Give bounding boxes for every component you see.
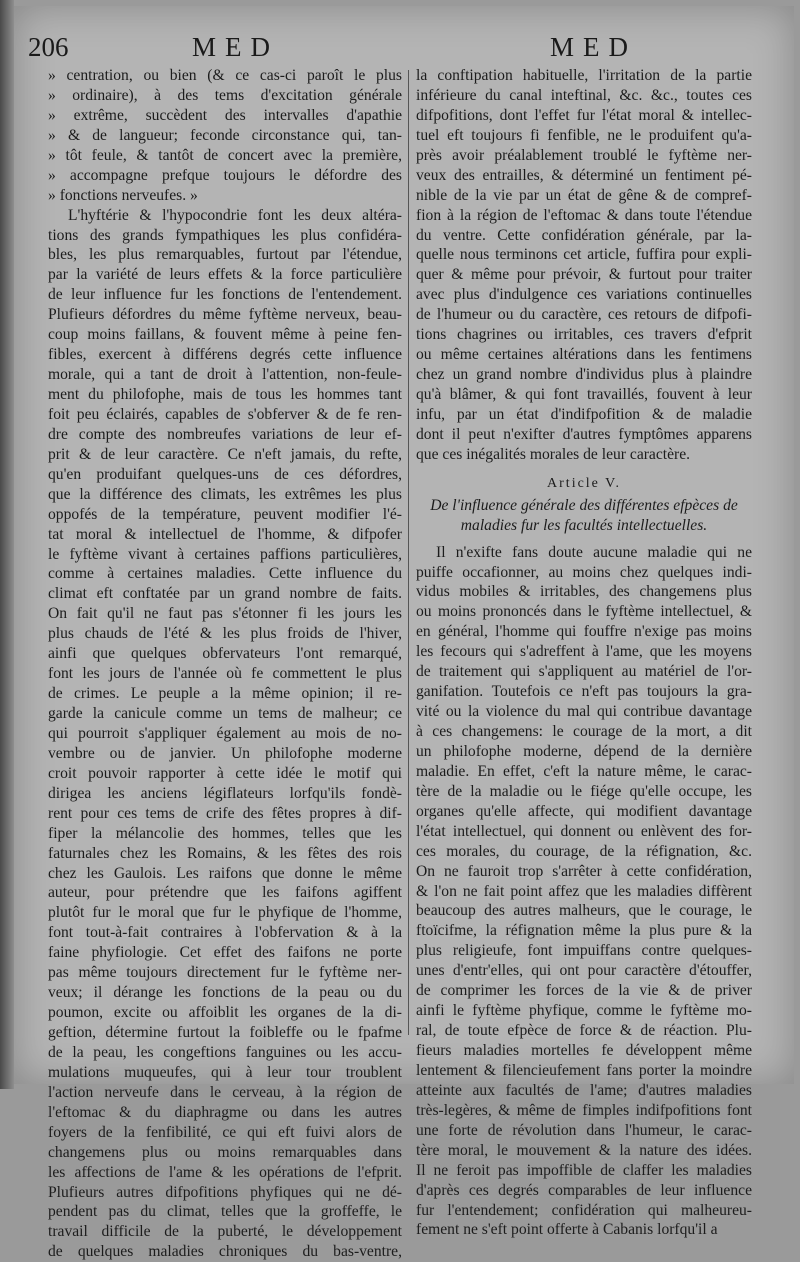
text-line: que la différence des climats, les extrêmes les plus [48, 485, 402, 503]
text-line: » extrême, succèdent des intervalles d'apathie [48, 106, 402, 124]
text-line: Il ne feroit pas impoffible de claffer les maladies [416, 1161, 752, 1179]
text-line: difpofitions, dont l'effet fur l'état moral & intellec- [416, 106, 752, 124]
text-line: ou même certaines altérations dans les fentimens [416, 346, 752, 364]
text-line: plus chauds de l'été & les plus froids de l'hiver, [48, 625, 402, 643]
text-line: une forte de révolution dans l'humeur, le carac- [416, 1121, 752, 1139]
text-line: plutôt fur le moral que fur le phyfique de l'homme, [48, 904, 402, 922]
text-line: les affections de l'ame & les opérations de l'efprit. [48, 1163, 402, 1181]
text-line: maladie. En effet, c'eft la nature même, le carac- [416, 762, 752, 780]
text-line: prit & de leur caractère. Ce n'eft jamais, du refte, [48, 445, 402, 463]
text-line: On fait qu'il ne faut pas s'étonner fi les jours les [48, 605, 402, 623]
right-column [416, 66, 752, 1240]
text-line: très-legères, & même de fimples indifpofitions font [416, 1101, 752, 1119]
right-column-bottom-text [416, 543, 752, 1241]
text-line: » fonctions nerveufes. » [48, 186, 198, 204]
text-line: plus religieufe, font impuiffans contre quelques- [416, 942, 752, 960]
text-line: ainfi que quelques obfervateurs l'ont remarqué, [48, 645, 402, 663]
text-line: » accompagne prefque toujours le défordre des [48, 166, 402, 184]
text-line: près avoir préalablement troublé le fyftème ner- [416, 146, 752, 164]
text-line: quelle nous terminons cet article, fuffira pour expli- [416, 246, 752, 264]
text-line: fement ne s'eft point offerte à Cabanis lorfqu'il a [416, 1221, 718, 1239]
text-line: à ces changemens: le courage de la mort, a dit [416, 723, 752, 740]
text-line: de crimes. Le peuple a la même opinion; il re- [48, 685, 402, 703]
text-line: » tôt feule, & tantôt de concert avec la première, [48, 146, 402, 164]
text-line: pendent pas du climat, telles que la groffeffe, le [48, 1203, 402, 1221]
text-line: par la variété de leurs effets & la force particulière [48, 266, 402, 284]
text-line: un philofophe moderne, dépend de la dernière [416, 742, 752, 760]
text-line: vité ou la violence du mal qui contribue davantage [416, 703, 752, 721]
text-line: tère moral, le mouvement & la nature des idées. [416, 1141, 752, 1159]
text-line: bles, les plus remarquables, furtout par l'étendue, [48, 246, 402, 264]
text-line: morale, qui a tant de droit à l'attention, non-feule- [48, 366, 402, 384]
text-line: Plufieurs autres difpofitions phyfiques qui ne dé- [48, 1183, 402, 1201]
article-subtitle-line-2: maladies fur les facultés intellectuelles. [460, 516, 708, 534]
text-line: l'action nerveufe dans le cerveau, à la région de [48, 1083, 402, 1101]
text-line: coup moins faillans, & fouvent même à peine fen- [48, 326, 402, 344]
text-line: lentement & filencieufement fans porter la moindre [416, 1061, 752, 1079]
text-line: L'hyftérie & l'hypocondrie font les deux altéra- [68, 206, 402, 224]
page-gutter-shadow [0, 0, 14, 1089]
text-line: vidus mobiles & irritables, des changemens plus [416, 583, 752, 601]
text-line: l'état intellectuel, qui donnent ou enlèvent des for- [416, 822, 752, 840]
text-line: Plufieurs défordres du même fyftème nerveux, beau- [48, 306, 402, 324]
text-line: foyers de la fenfibilité, ce qui eft fuivi alors de [48, 1123, 402, 1141]
text-line: tère de la maladie ou le fiége qu'elle occupe, les [416, 782, 752, 800]
text-line: de quelques maladies chroniques du bas-ventre, [48, 1243, 402, 1261]
text-line: ftoïcifme, la réfignation même la plus pure & la [416, 922, 752, 940]
text-line: dirigea les anciens légiflateurs lorfqu'ils fondè- [48, 784, 402, 802]
text-line: foit peu éclairés, capables de s'obferver & de fe ren- [48, 405, 402, 423]
text-line: mulations muqueufes, qui à leur tour troublent [48, 1063, 402, 1081]
left-column [48, 66, 402, 1262]
text-line: font les jours de l'année où fe commettent le plus [48, 665, 402, 683]
text-line: ment du philofophe, mais de tous les hommes tant [48, 386, 402, 403]
text-line: auteur, pour prétendre que les faifons agiffent [48, 884, 402, 902]
text-line: infu, par un état d'indifpofition & de maladie [416, 405, 752, 423]
text-line: poumon, excite ou affoiblit les organes de la di- [48, 1004, 402, 1022]
text-line: dont il peut n'exifter d'autres fymptômes apparens [416, 425, 752, 443]
text-line: ces morales, du courage, de la réfignation, &c. [416, 842, 752, 860]
text-line: ou moins prononcés dans le fyftème intellectuel, & [416, 603, 752, 621]
text-line: faturnales chez les Romains, & les fêtes des rois [48, 844, 402, 862]
text-line: les fecours qui s'adreffent à l'ame, que les moyens [416, 643, 752, 661]
text-line: croit pouvoir rapporter à cette idée le motif qui [48, 764, 402, 782]
text-line: de traitement qui s'appliquent au matériel de l'or- [416, 663, 752, 681]
text-line: chez un grand nombre d'individus plus à plaindre [416, 366, 752, 384]
text-line: garde la canicule comme un tems de malheur; ce [48, 705, 402, 722]
text-line: climat eft conftatée par un grand nombre de faits. [48, 585, 402, 603]
text-line: fiper la mélancolie des hommes, telles que les [48, 824, 402, 842]
text-line: qu'en produifant quelques-uns de ces défordres, [48, 465, 402, 483]
text-line: inférieure du canal inteftinal, &c. &c., toutes ces [416, 86, 752, 104]
text-line: oppofés de la température, peuvent modifier l'é- [48, 505, 402, 523]
text-line: fur l'entendement; confidération qui malheureu- [416, 1201, 752, 1219]
text-line: de leur influence fur les fonctions de l'entendement. [48, 286, 402, 304]
text-line: pas même toujours directement fur le fyftème ner- [48, 964, 402, 982]
text-line: organes qu'elle affecte, qui modifient davantage [416, 802, 752, 820]
text-line: travail difficile de la puberté, le développement [48, 1223, 402, 1241]
text-line: » & de langueur; feconde circonstance qui, tan- [48, 126, 402, 144]
text-line: quer & même pour prévoir, & furtout pour traiter [416, 266, 752, 284]
text-line: la conftipation habituelle, l'irritation de la partie [416, 67, 752, 84]
text-line: beaucoup des autres malheurs, que le courage, le [416, 902, 752, 920]
text-line: rent pour ces tems de crife des fêtes propres à dif- [48, 804, 402, 822]
text-line: que ces inégalités morales de leur caractère. [416, 445, 691, 463]
text-line: le fyftème vivant à certaines paffions particulières, [48, 545, 402, 563]
text-line: de comprimer les forces de la vie & de priver [416, 982, 752, 1000]
text-line: nible de la vie par un état de gêne & de compref- [416, 186, 752, 204]
text-line: puiffe occafionner, au moins chez quelques indi- [416, 563, 752, 581]
text-line: qui pourroit s'appliquer également au mois de no- [48, 724, 402, 742]
text-line: ral, de toute efpèce de force & de réaction. Plu- [416, 1022, 752, 1040]
column-divider [408, 70, 409, 1035]
text-line: tuel eft toujours fi fenfible, ne le produifent qu'a- [416, 126, 752, 144]
text-line: On ne fauroit trop s'arrêter à cette confidération, [416, 862, 752, 880]
text-line: Il n'exifte fans doute aucune maladie qui ne [436, 543, 752, 561]
text-line: fieurs maladies mortelles fe développent même [416, 1042, 752, 1059]
text-line: veux; il dérange les fonctions de la peau ou du [48, 984, 402, 1002]
text-line: d'après ces degrés comparables de leur influence [416, 1181, 752, 1199]
text-line: tat moral & intellectuel de l'homme, & difpofer [48, 525, 402, 543]
text-line: comme à certaines maladies. Cette influence du [48, 565, 402, 583]
text-line: tions chagrines ou irritables, ces travers d'efprit [416, 326, 752, 344]
text-line: fibles, exercent à différens degrés cette influence [48, 346, 402, 364]
page-number: 206 [28, 32, 69, 62]
text-line: ganifation. Toutefois ce n'eft pas toujours la gra- [416, 683, 752, 701]
running-title-right: MED [550, 32, 637, 62]
text-line: » ordinaire), à des tems d'excitation générale [48, 86, 402, 104]
text-line: ainfi le fyftème phyfique, comme le fyftème mo- [416, 1002, 752, 1020]
text-line: dre compte des nombreufes variations de leur ef- [48, 425, 402, 443]
text-line: de la peau, les congeftions fanguines ou les accu- [48, 1043, 402, 1061]
text-line: vembre ou de janvier. Un philofophe moderne [48, 744, 402, 762]
text-line: atteinte aux facultés de l'ame; d'autres maladies [416, 1081, 752, 1099]
text-line: » centration, ou bien (& ce cas-ci paroît le plus [48, 67, 402, 84]
article-subtitle-line-1: De l'influence générale des différentes efpèces de [430, 496, 738, 514]
text-line: l'eftomac & du diaphragme ou dans les autres [48, 1103, 402, 1121]
text-line: de l'humeur ou du caractère, ces retours de difpofi- [416, 306, 752, 324]
text-line: du ventre. Cette confidération générale, par la- [416, 226, 752, 244]
text-line: en général, l'homme qui fouffre n'exige pas moins [416, 623, 752, 641]
text-line: & l'on ne fait point affez que les maladies diffèrent [416, 882, 752, 900]
right-column-top-text [416, 66, 752, 465]
text-line: chez les Gaulois. Les raifons que donne le même [48, 864, 402, 882]
text-line: qu'à blâmer, & qui font travaillés, fouvent à leur [416, 386, 752, 403]
text-line: faine phyfiologie. Cet effet des faifons ne porte [48, 944, 402, 962]
text-line: fion à la région de l'eftomac & dans toute l'étendue [416, 206, 752, 224]
text-line: unes d'entr'elles, qui ont pour caractère d'étouffer, [416, 962, 752, 980]
text-line: font tout-à-fait contraires à l'obfervation & à la [48, 924, 402, 942]
text-line: tions des grands fympathiques les plus confidéra- [48, 226, 402, 244]
text-line: geftion, détermine furtout la foibleffe ou le fpafme [48, 1024, 402, 1041]
text-line: changemens plus ou moins remarquables dans [48, 1143, 402, 1161]
text-line: veux des entrailles, & déterminé un fentiment pé- [416, 166, 752, 184]
article-title: Article V. [547, 475, 621, 491]
running-title-left: MED [192, 32, 279, 62]
text-line: avec plus d'indulgence ces variations continuelles [416, 286, 752, 304]
